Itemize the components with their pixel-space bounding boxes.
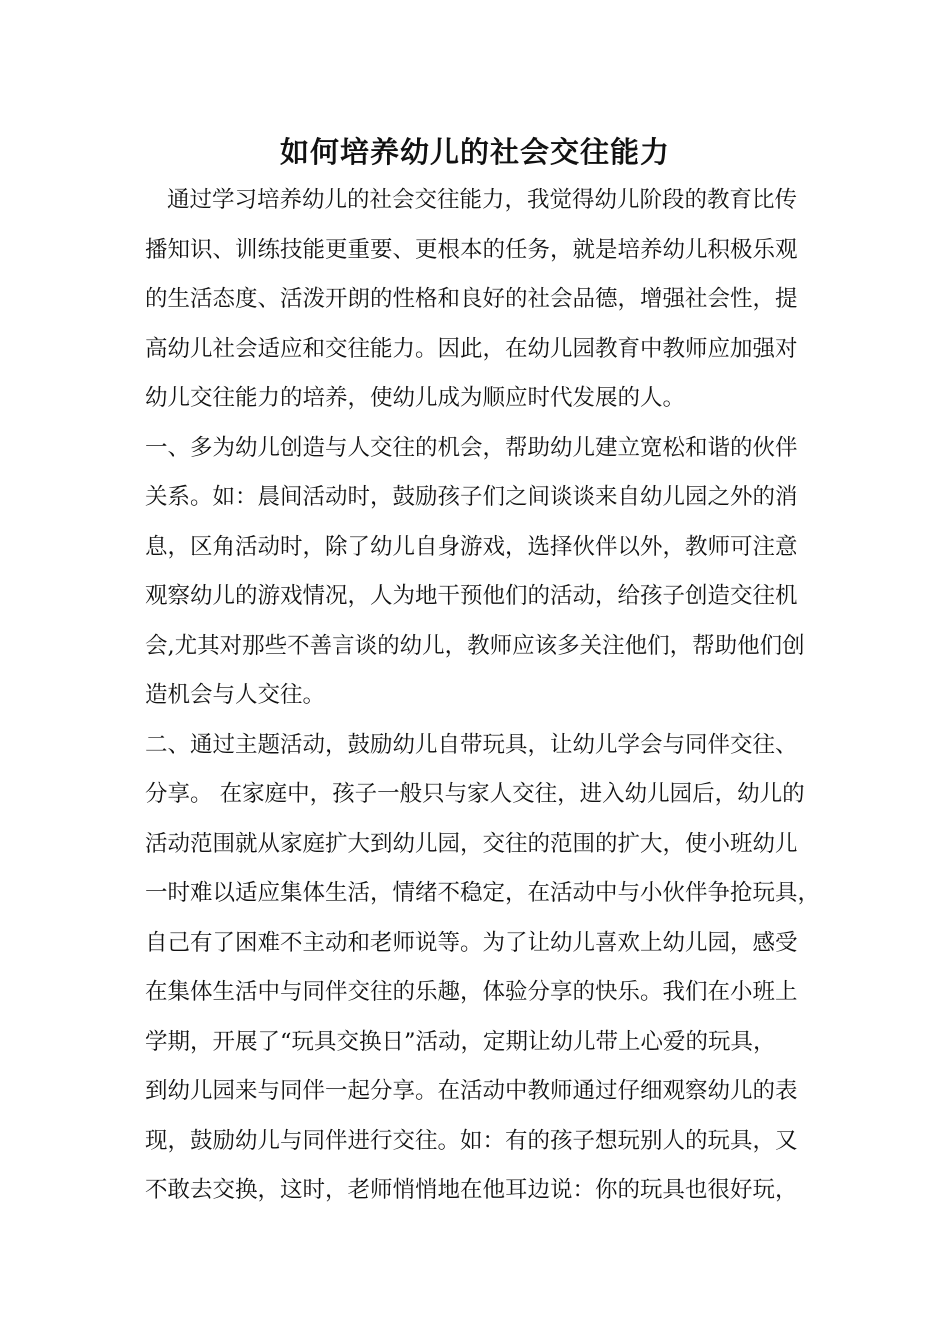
- paragraph-line: 息，区角活动时，除了幼儿自身游戏，选择伙伴以外，教师可注意: [145, 533, 798, 560]
- paragraph-line: 高幼儿社会适应和交往能力。因此，在幼儿园教育中教师应加强对: [145, 335, 798, 362]
- paragraph-line: 在集体生活中与同伴交往的乐趣，体验分享的快乐。我们在小班上: [145, 979, 798, 1005]
- paragraph-line: 关系。如：晨间活动时，鼓励孩子们之间谈谈来自幼儿园之外的消: [145, 484, 798, 510]
- paragraph-line: 分享。 在家庭中，孩子一般只与家人交往，进入幼儿园后，幼儿的: [145, 781, 805, 807]
- paragraph-line: 通过学习培养幼儿的社会交往能力，我觉得幼儿阶段的教育比传: [167, 187, 798, 213]
- paragraph-line: 观察幼儿的游戏情况，人为地干预他们的活动，给孩子创造交往机: [145, 583, 798, 609]
- paragraph-line: 幼儿交往能力的培养，使幼儿成为顺应时代发展的人。: [145, 385, 686, 411]
- paragraph-line: 学期，开展了“玩具交换日”活动，定期让幼儿带上心爱的玩具，: [145, 1028, 776, 1055]
- section-one-line: 一、多为幼儿创造与人交往的机会，帮助幼儿建立宽松和谐的伙伴: [145, 434, 798, 461]
- document-title: 如何培养幼儿的社会交往能力: [279, 135, 670, 169]
- paragraph-line: 造机会与人交往。: [145, 682, 326, 708]
- paragraph-line: 现，鼓励幼儿与同伴进行交往。如：有的孩子想玩别人的玩具，又: [145, 1127, 798, 1154]
- paragraph-line: 会,尤其对那些不善言谈的幼儿，教师应该多关注他们，帮助他们创: [145, 632, 805, 659]
- paragraph-line: 到幼儿园来与同伴一起分享。在活动中教师通过仔细观察幼儿的表: [145, 1078, 798, 1104]
- paragraph-line: 的生活态度、活泼开朗的性格和良好的社会品德，增强社会性，提: [145, 286, 798, 312]
- paragraph-line: 播知识、训练技能更重要、更根本的任务，就是培养幼儿积极乐观: [145, 236, 798, 263]
- section-two-line: 二、通过主题活动，鼓励幼儿自带玩具，让幼儿学会与同伴交往、: [145, 731, 798, 758]
- document-body: [145, 176, 835, 1216]
- paragraph-line: 一时难以适应集体生活，情绪不稳定，在活动中与小伙伴争抢玩具，: [145, 880, 821, 906]
- paragraph-line: 自己有了困难不主动和老师说等。为了让幼儿喜欢上幼儿园，感受: [145, 929, 798, 956]
- paragraph-line: 不敢去交换，这时，老师悄悄地在他耳边说：你的玩具也很好玩，: [145, 1177, 798, 1203]
- paragraph-line: 活动范围就从家庭扩大到幼儿园，交往的范围的扩大，使小班幼儿: [145, 830, 798, 857]
